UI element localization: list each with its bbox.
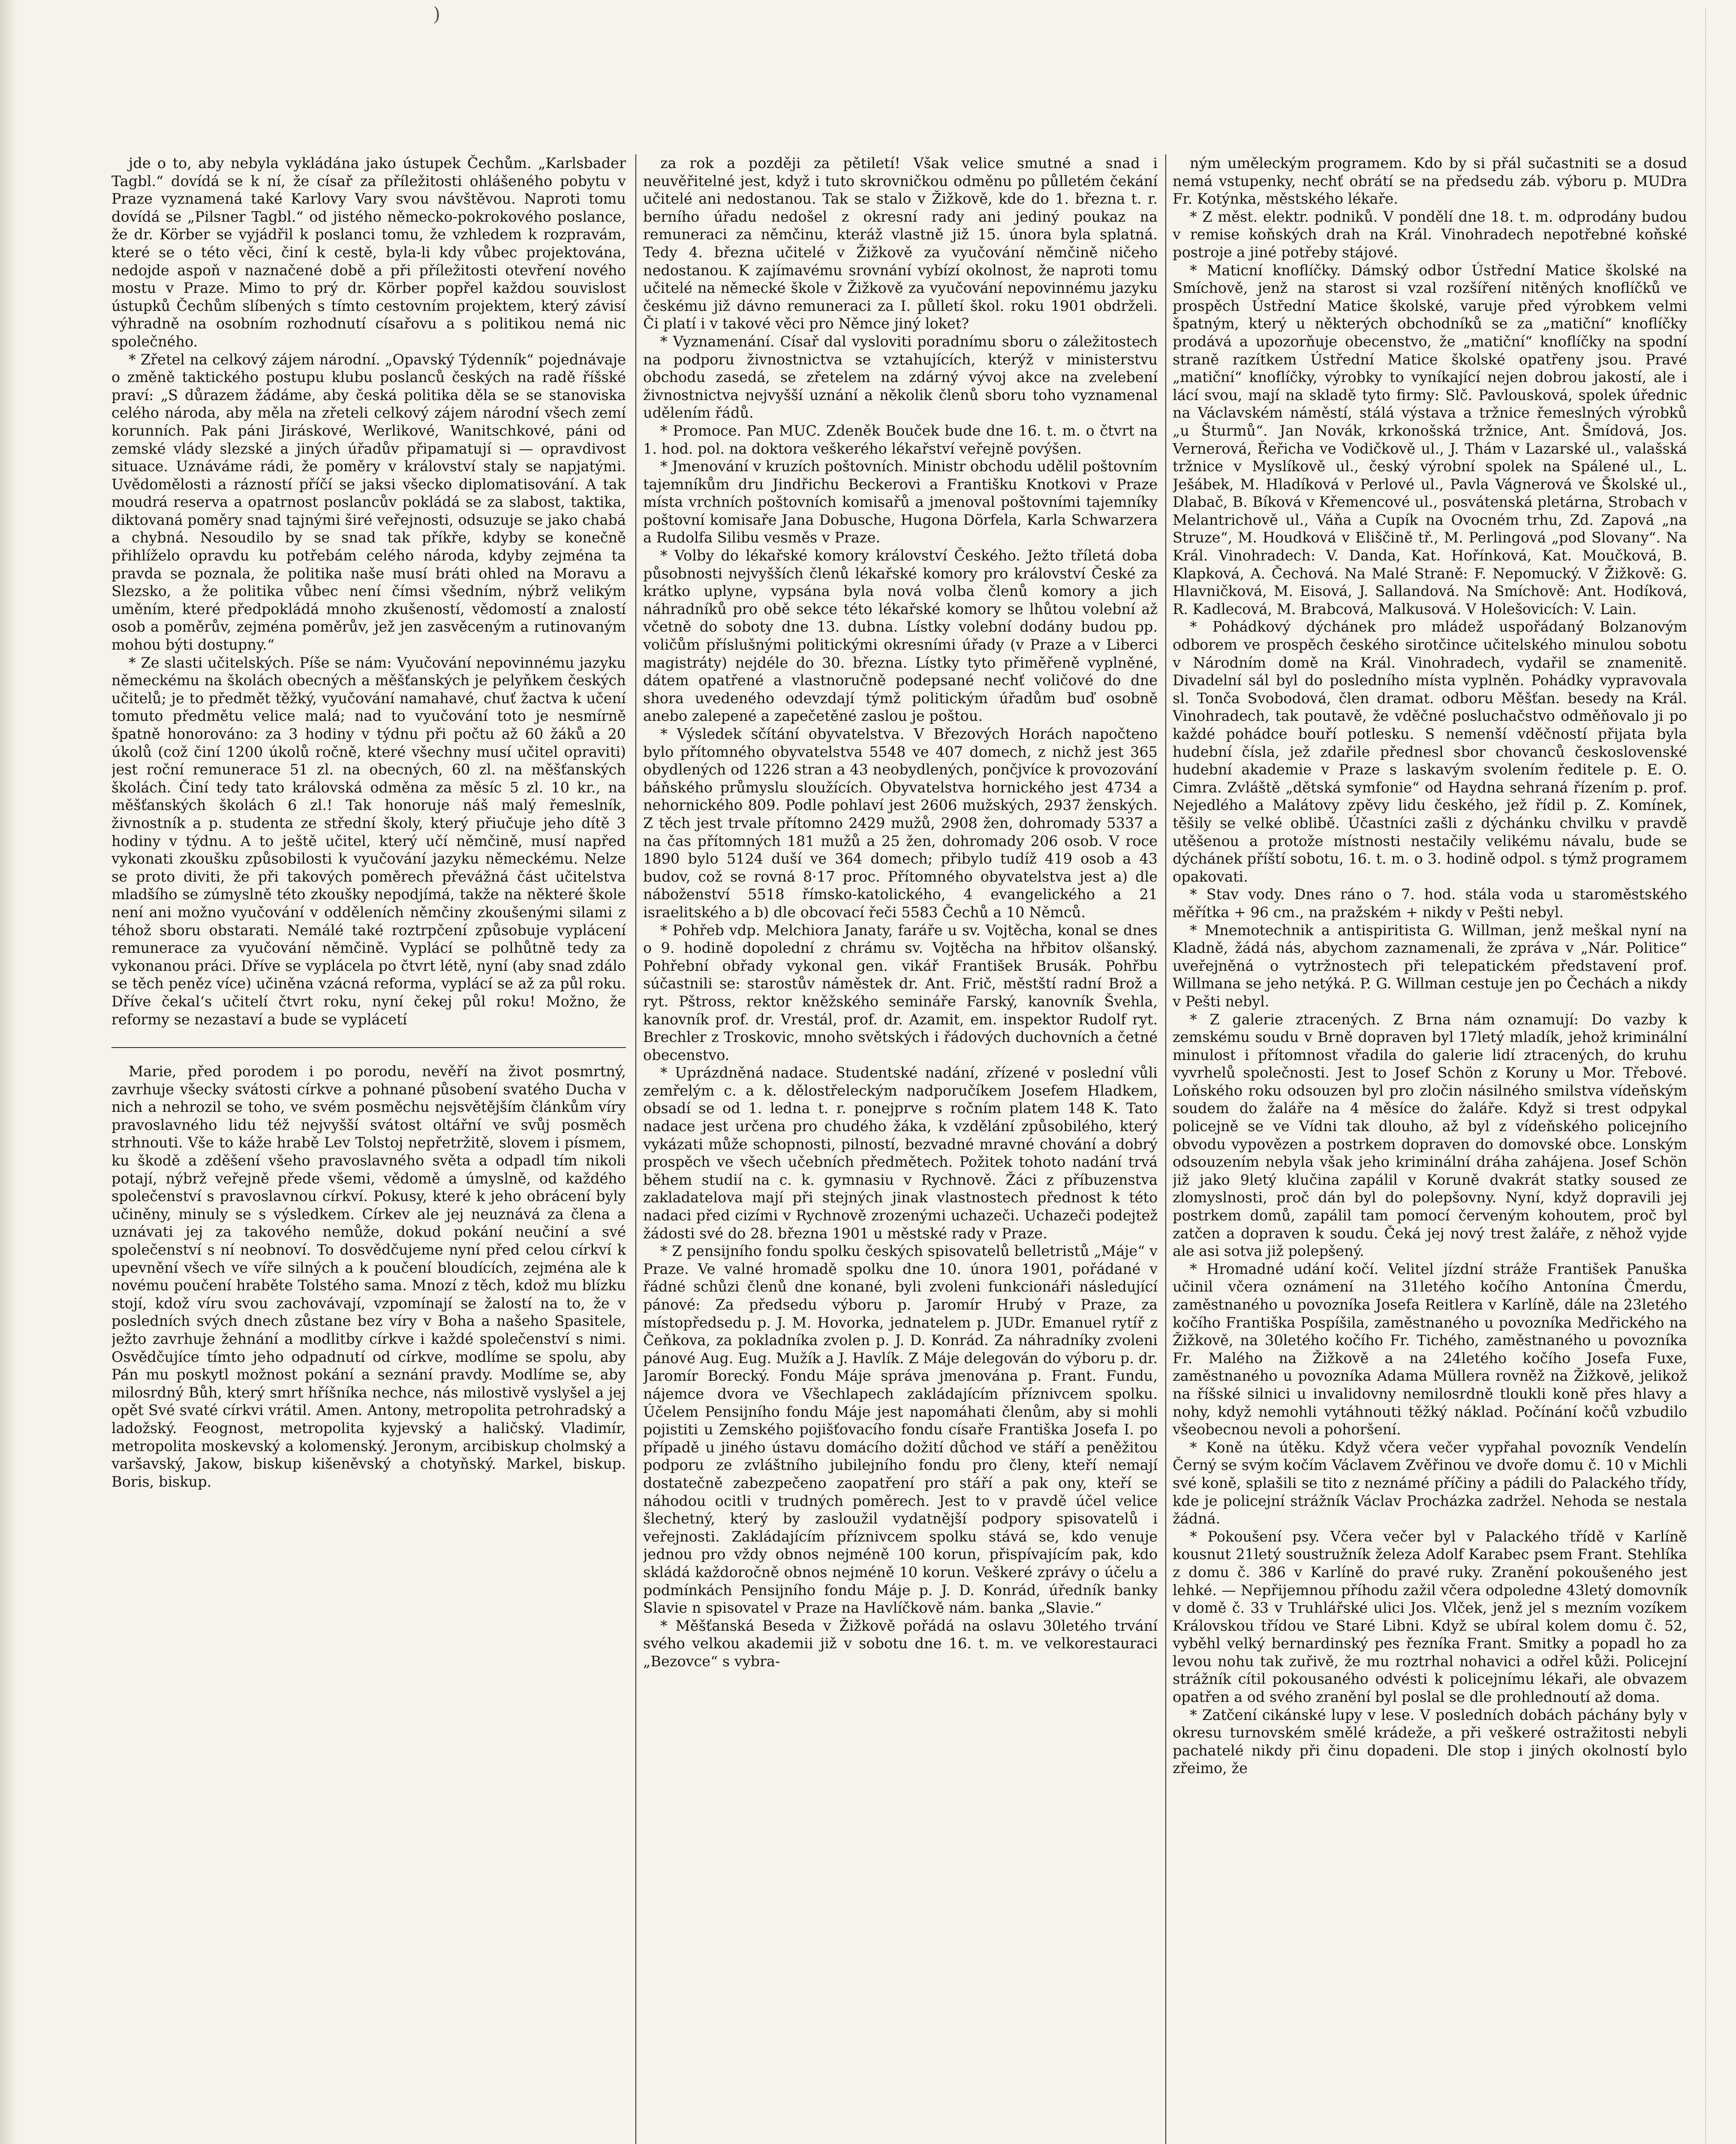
column-1-top [111,154,626,1028]
article-tolstoj: Marie, před porodem i po porodu, nevěří na život posmrtný, zavrhuje všecky svátosti církve a pohnané působení svatého Ducha v nich a nehrozil se toho, ve svém posměchu nejsvětějším článkům víry pravoslavného lidu též nejvyšší svátost oltářní ve svůj posměch strhnouti. Vše to káže hrabě Lev Tolstoj nepřetržitě, slovem i písmem, ku škodě a zděšení všeho pravoslavného světa a odpadl tím nikoli potají, nýbrž veřejně přede všemi, vědomě a úmyslně, od každého společenství s pravoslavnou církví. Pokusy, které k jeho obrácení byly učiněny, minuly se s výsledkem. Církev ale jej neuznává za člena a uznávati jej za takového nemůže, dokud pokání neučiní a své společenství s ní neobnoví. To dosvědčujeme nyní před celou církví k upevnění všech ve víře silných a k poučení bloudících, zejména ale k novému poučení hraběte Tolstého sama. Mnozí z těch, kdož mu blízku stojí, kdož víru svou zachovávají, vzpomínají se žalostí na to, že v posledních svých dnech zůstane bez víry v Boha a našeho Spasitele, ježto zavrhuje žehnání a modlitby církve i každé společenství s nimi. Osvědčujíce tímto jeho odpadnutí od církve, modlíme se spolu, aby Pán mu poskytl možnost pokání a seznání pravdy. Modlíme se, aby milosrdný Bůh, který smrt hříšníka nechce, nás milostivě vyslyšel a jej opět Své svaté církvi vrátil. Amen. Antony, metropolita petrohradský a ladožský. Feognost, metropolita kyjevský a haličský. Vladimír, metropolita moskevský a kolomenský. Jeronym, arcibiskup cholmský a varšavský, Jakow, biskup kišeněvský a chotyňský. Markel, biskup. Boris, biskup. [111,1063,626,1490]
article-vyznamenani: * Vyznamenání. Císař dal vysloviti poradnímu sboru o záležitostech na podporu živnostnictva se vztahujících, kterýž v ministerstvu obchodu zasedá, se zřetelem na zdárný vývoj akce na zvelebení živnostnictva nejvyšší uznání a několik členů sboru toho vyznamenal udělením řádů. [643,333,1158,422]
article-knoflicky: * Maticní knoflíčky. Dámský odbor Ústřední Matice školské na Smíchově, jenž na starost si vzal rozšíření nitěných knoflíčků ve prospěch Ústřední Matice školské, varuje před výrobkem velmi špatným, který u některých obchodníků se za „matiční“ knoflíčky prodává a upozorňuje obecenstvo, že „matiční“ knoflíčky na spodní straně razítkem Ústřední Matice školské opatřeny jsou. Pravé „matiční“ knoflíčky, výrobky to vyníkající nejen dobrou jakostí, ale i lácí svou, mají na skladě tyto firmy: Slč. Pavlousková, spolek úřednic na Václavském náměstí, stálá výstava a tržnice řemeslných výrobků „u Šturmů“. Jan Novák, krkonošská tržnice, Ant. Šmídová, Jos. Vernerová, Řeřicha ve Vodičkově ul., J. Thám v Lazarské ul., valašská tržnice v Myslíkově ul., český výrobní spolek na Spálené ul., L. Ješábek, M. Hladíková v Perlové ul., Pavla Vágnerová ve Školské ul., Dlabač, B. Bíková v Křemencové ul., posvátenská pletárna, Strobach v Melantrichově ul., Váňa a Cupík na Ovocném trhu, Zd. Zapová „na Struze“, M. Houdková v Eliščině tř., M. Perlingová „pod Slovany“. Na Král. Vinohradech: V. Danda, Kat. Hořínková, Kat. Moučková, B. Klapková, A. Čechová. Na Malé Straně: F. Nepomucký. V Žižkově: G. Hlavničková, M. Eisová, J. Sallandová. Na Smíchově: Ant. Hodíková, R. Kadlecová, M. Brabcová, Malkusová. V Holešovicích: V. Lain. [1173,262,1687,617]
article-pohreb: * Pohřeb vdp. Melchiora Janaty, faráře u sv. Vojtěcha, konal se dnes o 9. hodině dopolední z chrámu sv. Vojtěcha na hřbitov olšanský. Pohřební obřady vykonal gen. vikář František Brusák. Pohřbu súčastnili se: starostův náměstek dr. Ant. Frič, městští radní Brož a ryt. Pštross, rektor kněžského semináře Farský, kanovník Švehla, kanovník prof. dr. Vrestál, prof. dr. Azamit, em. inspektor Rudolf ryt. Brechler z Troskovic, mnoho světských i řádových duchovních a četné obecenstvo. [643,921,1158,1063]
article-beseda: * Měšťanská Beseda v Žižkově pořádá na oslavu 30letého trvání svého velkou akademii již v sobotu dne 16. t. m. ve velkorestauraci „Bezovce“ s vybra- [643,1617,1158,1670]
article-paragraph: jde o to, aby nebyla vykládána jako ústupek Čechům. „Karlsbader Tagbl.“ dovídá se k ní, že císař za příležitosti ohlášeného pobytu v Praze vyznamená také Karlovy Vary svou návštěvou. Naproti tomu dovídá se „Pilsner Tagbl.“ od jistého německo-pokrokového poslance, že dr. Körber se vyjádřil k poslanci tomu, že vzhledem k rozpravám, které se o této věci, činí k cestě, byla-li kdy vůbec projektována, nedojde aspoň v naznačené době a při příležitosti otevření nového mostu v Praze. Mimo to prý dr. Körber popřel každou souvislost ústupků Čechům slíbených s tímto cestovním projektem, který závisí výhradně na osobním rozhodnutí císařovu a s politikou nemá nic společného. [111,155,626,350]
article-elektr: * Z měst. elektr. podniků. V pondělí dne 18. t. m. odprodány budou v remise koňských drah na Král. Vinohradech nepotřebné koňské postroje a jiné potřeby stájové. [1173,208,1687,261]
column-3 [1173,154,1687,2144]
column-1-bottom [111,1063,626,1491]
column-1-separator [111,1028,626,1048]
article-nadace: * Uprázdněná nadace. Studentské nadání, zřízené v poslední vůli zemřelým c. a k. dělostřeleckým nadporučíkem Josefem Hladkem, obsadí se od 1. ledna t. r. ponejprve s ročním platem 148 K. Tato nadace jest určena pro chudého žáka, k vzdělání způsobilého, který vykázati může schopnosti, pilností, bezvadné mravné chování a dobrý prospěch ve všech učebních předmětech. Požitek tohoto nadání trvá během studií na c. k. gymnasiu v Rychnově. Žáci z příbuzenstva zakladatelova mají při stejných jinak vlastnostech přednost k této nadaci před cizími v Rychnově zrozenými uchazeči. Uchazeči podejtež žádosti své do 28. března 1901 u městské rady v Praze. [643,1064,1158,1242]
page-right-margin [1705,9,1710,2144]
page-left-edge-shadow [0,0,17,2144]
article-jmenovani: * Jmenování v kruzích poštovních. Ministr obchodu udělil poštovním tajemníkům dru Jindřichu Beckerovi a Františku Knotkovi v Praze místa vrchních poštovních komisařů a jmenoval poštovními tajemníky poštovní komisaře Jana Dobusche, Hugona Dörfela, Karla Schwarzera a Rudolfa Silibu vesměs v Praze. [643,458,1158,546]
article-stav-vody: * Stav vody. Dnes ráno o 7. hod. stála voda u staroměstského měřítka + 96 cm., na pražském + nikdy v Pešti nebyl. [1173,886,1687,921]
column-divider-1 [635,154,636,2144]
article-dychanek: * Pohádkový dýchánek pro mládež uspořádaný Bolzanovým odborem ve prospěch českého sirotčince učitelského minulou sobotu v Národním domě na Král. Vinohradech, vydařil se znamenitě. Divadelní sál byl do posledního místa vyplněn. Pohádky vypravovala sl. Tonča Svobodová, člen dramat. odboru Měšťan. besedy na Král. Vinohradech, tak poutavě, že vděčné posluchačstvo odměňovalo ji po každé pohádce bouří potlesku. S nemenší vděčností přijata byla hudební čísla, jež zdařile přednesl sbor chovanců československé hudební akademie v Praze s laskavým svolením ředitele p. E. O. Cimra. Zvláště „dětská symfonie“ od Haydna sehraná řízením p. prof. Nejedlého a Malátovy zpěvy lidu českého, jež řídil p. Z. Komínek, těšily se velké oblibě. Účastníci zašli z dýchánku chvilku v pravdě utěšenou a protože místnosti nestačily velikému návalu, bude se dýchánek příští sobotu, 16. t. m. o 3. hodině odpol. s týmž programem opakovati. [1173,618,1687,885]
article-volby: * Volby do lékařské komory království Českého. Ježto tříletá doba působnosti nejvyšších členů lékařské komory pro království České za krátko uplyne, vypsána byla nová volba členů komory a jich náhradníků pro obě sekce této lékařské komory se lhůtou volební až včetně do soboty dne 13. dubna. Lístky volební dodány budou pp. voličům příslušnými politickými okresními úřady (v Praze a v Liberci magistráty) nejdéle do 30. března. Lístky tyto přiměřeně vyplněné, dátem opatřené a vlastnoručně podepsané nechť voličové do dne shora uvedeného odevzdají týmž politickým úřadům buď osobně anebo zalepené a zapečetěné zaslou je poštou. [643,547,1158,725]
article-program: ným uměleckým programem. Kdo by si přál sučastniti se a dosud nemá vstupenky, nechť obrátí se na předsedu záb. výboru p. MUDra Fr. Kotýnka, městského lékaře. [1173,155,1687,208]
article-ze-slasti: * Ze slasti učitelských. Píše se nám: Vyučování nepovinnému jazyku německému na školách obecných a měšťanských je pelyňkem českých učitelů; je to předmět těžký, vyučování namahavé, chuť žactva k učení tomuto předmětu velice malá; nad to vyučování toto je nesmírně špatně honorováno: za 3 hodiny v týdnu při počtu až 60 žáků a 20 úkolů (což činí 1200 úkolů ročně, které všechny musí učitel opraviti) jest roční remunerace 51 zl. na obecných, 60 zl. na měšťanských školách. Činí tedy tato královská odměna za měsíc 5 zl. 10 kr., na měšťanských školách 6 zl.! Tak honoruje náš malý řemeslník, živnostník a p. studenta ze střední školy, který přiučuje jeho dítě 3 hodiny v týdnu. A to ještě učitel, který učí němčině, musí napřed vykonati zkoušku způsobilosti k vyučování jazyku německému. Nelze se proto diviti, že při takových poměrech převážná část učitelstva mladšího se zúmyslně této zkoušky nepodjímá, takže na některé škole není ani možno vyučování v odděleních němčiny zkoušenými silami z téhož sboru obstarati. Nemálé také roztrpčení způsobuje vyplácení remunerace za vyučování němčině. Vyplácí se polhůtně tedy za vykonanou práci. Dříve se vyplácela po čtvrt létě, nyní (aby snad zdálo se těch peněz více) učiněna vzácná reforma, vyplácí se až za půl roku. Dříve čekal‘s učitelí čtvrt roku, nyní čekej půl roku! Možno, že reformy se nezastaví a bude se vyplácetí [111,654,626,1028]
article-continuation: za rok a později za pětiletí! Však velice smutné a snad i neuvěřitelné jest, když i tuto skrovničkou odměnu po půlletém čekání učitelé ani nedostanou. Tak se stalo v Žižkově, kde do 1. března t. r. berního úřadu nedošel z okresní rady ani jediný poukaz na remuneraci za němčinu, kteráž vlastně již 15. února byla splatná. Tedy 4. března učitelé v Žižkově za vyučování němčině ničeho nedostanou. K zajímavému srovnání vybízí okolnost, že naproti tomu učitelé na německé škole v Žižkově za vyučování nepovinnému jazyku českému již dávno remuneraci za I. půlletí škol. roku 1901 obdrželi. Či platí i v takové věci pro Němce jiný loket? [643,155,1158,332]
article-willman: * Mnemotechnik a antispiritista G. Willman, jenž meškal nyní na Kladně, žádá nás, abychom zaznamenali, že zpráva v „Nár. Politice“ uveřejněná o vytržnostech při telepatickém představení prof. Willmana se jeho netýká. P. G. Willman cestuje jen po Čechách a nikdy v Pešti nebyl. [1173,921,1687,1010]
column-divider-2 [1165,154,1166,2144]
article-galerie: * Z galerie ztracených. Z Brna nám oznamují: Do vazby k zemskému soudu v Brně dopraven byl 17letý mladík, jehož kriminální minulost i přítomnost vřadila do galerie lidí ztracených, do kruhu vyvrhelů společnosti. Jest to Josef Schön z Koruny u Mor. Třebové. Loňského roku odsouzen byl pro zločin násilného smilstva vídeňským soudem do žaláře na 4 měsíce do žaláře. Když si trest odpykal policejně se ve Vídni tak dlouho, až byl z vídeňského policejního obvodu vypovězen a postrkem dopraven do domovské obce. Lonským odsouzením nebyla však jeho kriminální dráha zahájena. Josef Schön již jako 9letý klučina zapálil v Koruně dvakrát statky soused ze zlomyslnosti, proč dán byl do polepšovny. Nyní, když dopravili jej postrkem domů, zapálil tam pomocí červeným kohoutem, proč byl zatčen a dopraven k soudu. Čeká jej nový trest žaláře, z něhož vyjde ale asi sotva již polepšený. [1173,1011,1687,1260]
article-kone: * Koně na útěku. Když včera večer vypřahal povozník Vendelín Černý se svým kočím Václavem Zvěřinou ve dvoře domu č. 10 v Michli své koně, splašili se tito z neznámé příčiny a pádili do Palackého třídy, kde je policejní strážník Václav Procházka zadržel. Nehoda se nestala žádná. [1173,1439,1687,1527]
article-promoce: * Promoce. Pan MUC. Zdeněk Bouček bude dne 16. t. m. o čtvrt na 1. hod. pol. na doktora veškerého lékařství veřejně povýšen. [643,422,1158,457]
article-scitani: * Výsledek sčítání obyvatelstva. V Březových Horách napočteno bylo přítomného obyvatelstva 5548 ve 407 domech, z nichž jest 365 obydlených od 1226 stran a 43 neobydlených, pončjvíce k provozování báňského průmyslu sloužících. Obyvatelstva hornického jest 4734 a nehornického 809. Podle pohlaví jest 2606 mužských, 2937 ženských. Z těch jest trvale přítomno 2429 mužů, 2908 žen, dohromady 5337 a na čas přítomných 181 mužů a 25 žen, dohromady 206 osob. V roce 1890 bylo 5124 duší ve 364 domech; přibylo tudíž 419 osob a 43 budov, což se rovná 8·17 proc. Přítomného obyvatelstva jest a) dle náboženství 5518 římsko-katolického, 4 evangelického a 21 israelitského a b) dle obcovací řeči 5583 Čechů a 10 Němců. [643,726,1158,921]
article-zretel: * Zřetel na celkový zájem národní. „Opavský Týdenník“ pojednávaje o změně taktického postupu klubu poslanců českých na radě říšské praví: „S důrazem žádáme, aby česká politika děla se se stanoviska celého národa, aby měla na zřeteli celkový zájem národní všech zemí korunních. Pak páni Jiráskové, Werlikové, Wanitschkové, páni od zemské vlády slezské a jiných úřadův připamatují si — opravdivost situace. Uznáváme rádi, že poměry v království staly se napjatými. Uvědomělosti a rázností příčí se jaksi všecko diplomatisování. A tak moudrá reserva a opatrnost poslancův pokládá se za slabost, taktika, diktovaná poměry snad tajnými širé veřejnosti, odsuzuje se jako chabá a chybná. Nesoudilo by se snad tak příkře, kdyby se konečně přihlíželo opravdu ku potřebám celého národa, kdyby zejména ta pravda se poznala, že politika naše musí bráti ohled na Moravu a Slezsko, a že politika vůbec není čímsi všedním, nýbrž velikým uměním, které předpokládá mnoho zkušeností, vědomostí a znalostí osob a poměrův, zejména poměrův, jež jen zasvěceným a rutinovaným mohou býti dostupny.“ [111,351,626,653]
column-2 [643,154,1158,2144]
article-koci: * Hromadné udání kočí. Velitel jízdní stráže František Panuška učinil včera oznámení na 31letého kočího Antonína Čmerdu, zaměstnaného u povozníka Josefa Reitlera v Karlíně, dále na 23letého kočího Františka Pospíšila, zaměstnaného u povozníka Medřického na Žižkově, na 30letého kočího Fr. Tichého, zaměstnaného u povozníka Fr. Malého na Žižkově a na 24letého kočího Josefa Fuxe, zaměstnaného u povozníka Adama Müllera rovněž na Žižkově, jelikož na říšské silnici u invalidovny nemilosrdně tloukli koně přes hlavy a nohy, když nemohli vytáhnouti těžký náklad. Počínání kočů vzbudilo všeobecnou nevoli a pohoršení. [1173,1260,1687,1438]
column-1 [111,154,626,2144]
article-maje: * Z pensijního fondu spolku českých spisovatelů belletristů „Máje“ v Praze. Ve valné hromadě spolku dne 10. února 1901, pořádané v řádné schůzi členů dne konané, byli zvoleni funkcionáři následující pánové: Za předsedu výboru p. Jaromír Hrubý v Praze, za místopředsedu p. J. M. Hovorka, jednatelem p. JUDr. Emanuel rytíř z Čeňkova, za pokladníka zvolen p. J. D. Konrád. Za náhradníky zvoleni pánové Aug. Eug. Mužík a J. Havlík. Z Máje delegován do výboru p. dr. Jaromír Borecký. Fondu Máje správa jmenována p. Frant. Fundu, nájemce dvora ve Všechlapech zakládajícím příznivcem spolku. Účelem Pensijního fondu Máje jest napomáhati členům, aby si mohli pojistiti u Zemského pojišťovacího fondu císaře Františka Josefa I. po případě u jiného ústavu domácího dožití důchod ve stáří a peněžitou podporu ze zvláštního jubilejního fondu pro členy, kteří nemají dostatečně zabezpečeno zaopatření pro stáří a pak ony, kteří se náhodou ocitli v trudných poměrech. Jest to v pravdě účel velice šlechetný, který by zasloužil vydatnější podpory spisovatelů i veřejnosti. Zakládajícím příznivcem spolku stává se, kdo venuje jednou pro vždy obnos nejméně 100 korun, přispívajícím pak, kdo skládá každoročně obnos nejméně 10 korun. Veškeré zprávy o účelu a podmínkách Pensijního fondu Máje p. J. D. Konrád, úředník banky Slavie n spisovatel v Praze na Havlíčkově nám. banka „Slavie.“ [643,1243,1158,1617]
article-psy: * Pokoušení psy. Včera večer byl v Palackého třídě v Karlíně kousnut 21letý soustružník železa Adolf Karabec psem Frant. Stehlíka z domu č. 386 v Karlíně do pravé ruky. Zranění pokoušeného jest lehké. — Nepřijemnou příhodu zažil včera odpoledne 43letý domovník v domě č. 33 v Truhlářské ulici Jos. Vlček, jenž jel s mezním vozíkem Královskou třídou ve Staré Libni. Když se ubíral kolem domu č. 52, vyběhl velký bernardinský pes řezníka Frant. Smitky a popadl ho za levou nohu tak zuřivě, že mu roztrhal nohavici a odřel kůži. Policejní strážník cítil pokousaného odvésti k policejnímu lékaři, ale obvazem opatřen a od svého zranění byl poslal se dle prohlednoutí až doma. [1173,1528,1687,1706]
article-cikani: * Zatčení cikánské lupy v lese. V posledních dobách páchány byly v okresu turnovském smělé krádeže, a při veškeré ostražitosti nebyli pachatelé nikdy při činu dopadeni. Dle stop i jiných okolností bylo zřeimo, že [1173,1706,1687,1777]
page-top-mark: ) [433,3,441,25]
